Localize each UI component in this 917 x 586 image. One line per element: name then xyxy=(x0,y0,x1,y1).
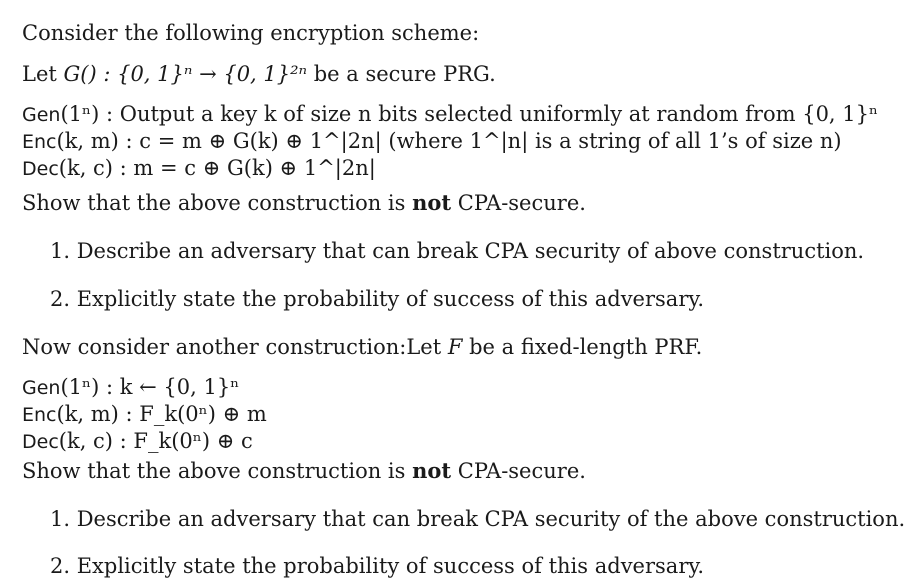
prg-math: G() : {0, 1}ⁿ → {0, 1}²ⁿ xyxy=(63,62,308,86)
task2-bold: not xyxy=(412,458,452,483)
gen-math: (1ⁿ) : xyxy=(60,102,120,126)
gen2-name: Gen xyxy=(22,377,61,399)
dec-math: (k, c) : m = c ⊕ G(k) ⊕ 1^|2n| xyxy=(58,156,376,180)
enc-name: Enc xyxy=(22,131,57,153)
task-statement xyxy=(22,190,586,216)
prg-definition xyxy=(22,61,496,87)
gen-definition xyxy=(22,101,878,128)
question2-1: 1. Describe an adversary that can break CPA security of the above construction. xyxy=(50,507,906,531)
task2-before: Show that the above construction is xyxy=(22,459,413,483)
enc2-name: Enc xyxy=(22,404,57,426)
gen2-math: (1ⁿ) : k ← {0, 1}ⁿ xyxy=(60,375,240,399)
dec2-definition xyxy=(22,428,253,455)
gen-name: Gen xyxy=(22,104,61,126)
task2-statement xyxy=(22,458,586,484)
task2-after: CPA-secure. xyxy=(451,459,586,483)
dec-name: Dec xyxy=(22,158,59,180)
gen-text: Output a key k of size n bits selected uniformly at random from {0, 1}ⁿ xyxy=(119,102,879,126)
task-bold: not xyxy=(412,190,452,215)
enc-math: (k, m) : c = m ⊕ G(k) ⊕ 1^|2n| xyxy=(56,129,382,153)
task-before: Show that the above construction is xyxy=(22,191,413,215)
prg-prefix: Let xyxy=(22,62,64,86)
question-2: 2. Explicitly state the probability of success of this adversary. xyxy=(50,287,705,311)
section2-intro-var: F xyxy=(447,335,463,359)
gen2-definition xyxy=(22,374,239,401)
section2-intro xyxy=(22,334,702,360)
question2-2: 2. Explicitly state the probability of success of this adversary. xyxy=(50,554,705,578)
prg-suffix: be a secure PRG. xyxy=(307,62,496,86)
enc2-math: (k, m) : F_k(0ⁿ) ⊕ m xyxy=(56,402,267,426)
enc2-definition xyxy=(22,401,267,428)
section2-intro-before: Now consider another construction:Let xyxy=(22,335,448,359)
question-1: 1. Describe an adversary that can break CPA security of above construction. xyxy=(50,239,865,263)
enc-definition xyxy=(22,128,842,155)
dec2-name: Dec xyxy=(22,431,59,453)
dec2-math: (k, c) : F_k(0ⁿ) ⊕ c xyxy=(58,429,253,453)
intro-text: Consider the following encryption scheme: xyxy=(22,21,480,45)
task-after: CPA-secure. xyxy=(451,191,586,215)
enc-text: (where 1^|n| is a string of all 1’s of size n) xyxy=(381,129,842,153)
section2-intro-after: be a fixed-length PRF. xyxy=(462,335,703,359)
dec-definition xyxy=(22,155,376,182)
